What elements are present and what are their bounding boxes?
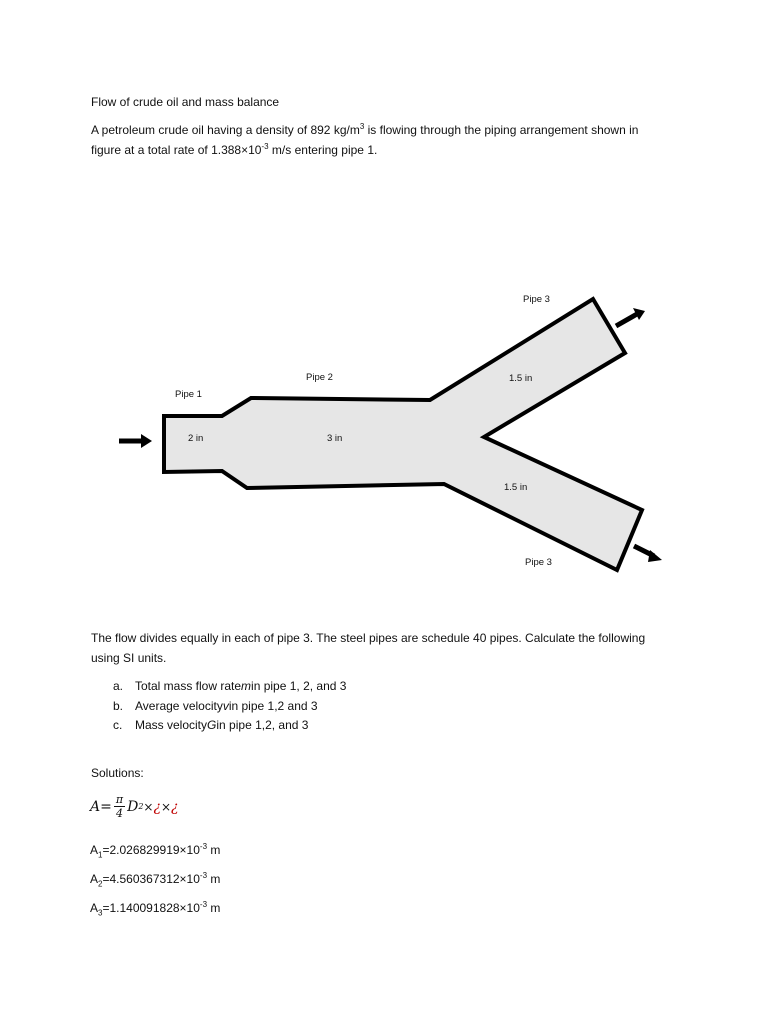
pipe3-lower-size: 1.5 in [504,482,528,493]
pipe2-label: Pipe 2 [306,372,333,383]
pipe1-label: Pipe 1 [175,389,202,400]
list-item: c. Mass velocity G in pipe 1,2, and 3 [113,718,309,732]
task-line-2: using SI units. [91,651,167,665]
list-item: a. Total mass flow rate m in pipe 1, 2, and 3 [113,679,347,693]
pipe3-upper-size: 1.5 in [509,373,533,384]
pipe1-size: 2 in [188,433,204,444]
result-a2: $A_2=4.560367312\times 10^{-3}$ m [90,871,221,889]
result-a1: $A_1=2.026829919\times 10^{-3}$ m [90,842,221,860]
outlet-arrow-lower-icon [634,546,662,562]
intro-paragraph [91,120,691,160]
pipe3-lower-label: Pipe 3 [525,557,552,568]
outlet-arrow-upper-icon [616,308,645,326]
result-a3: $A_3=1.140091828\times 10^{-3}$ m [90,900,221,918]
solutions-heading: Solutions: [91,766,144,780]
task-line-1: The flow divides equally in each of pipe 3. The steel pipes are schedule 40 pipes. Calculate the following [91,631,646,645]
pipe-diagram [0,270,768,580]
pipe2-size: 3 in [327,433,343,444]
pipe-body [164,299,642,570]
task-paragraph [91,628,731,668]
task-list [113,678,346,737]
intro-line-1: A petroleum crude oil having a density of 892 $kg/m^3$ is flowing through the piping arrangement shown in [91,122,639,137]
inlet-arrow-icon [119,434,152,448]
intro-line-2: figure at a total rate of $1.388\times 10^{-3}$ m/s entering pipe 1. [91,142,378,157]
page-title: Flow of crude oil and mass balance [91,95,280,109]
area-formula: A= $\frac{\pi}{4}$ D 2 × ¿ × ¿ [90,793,179,820]
fraction: $\frac{\pi}{4}$ [115,793,124,820]
pipe3-upper-label: Pipe 3 [523,294,550,305]
list-item: b. Average velocity v in pipe 1,2 and 3 [113,698,318,713]
